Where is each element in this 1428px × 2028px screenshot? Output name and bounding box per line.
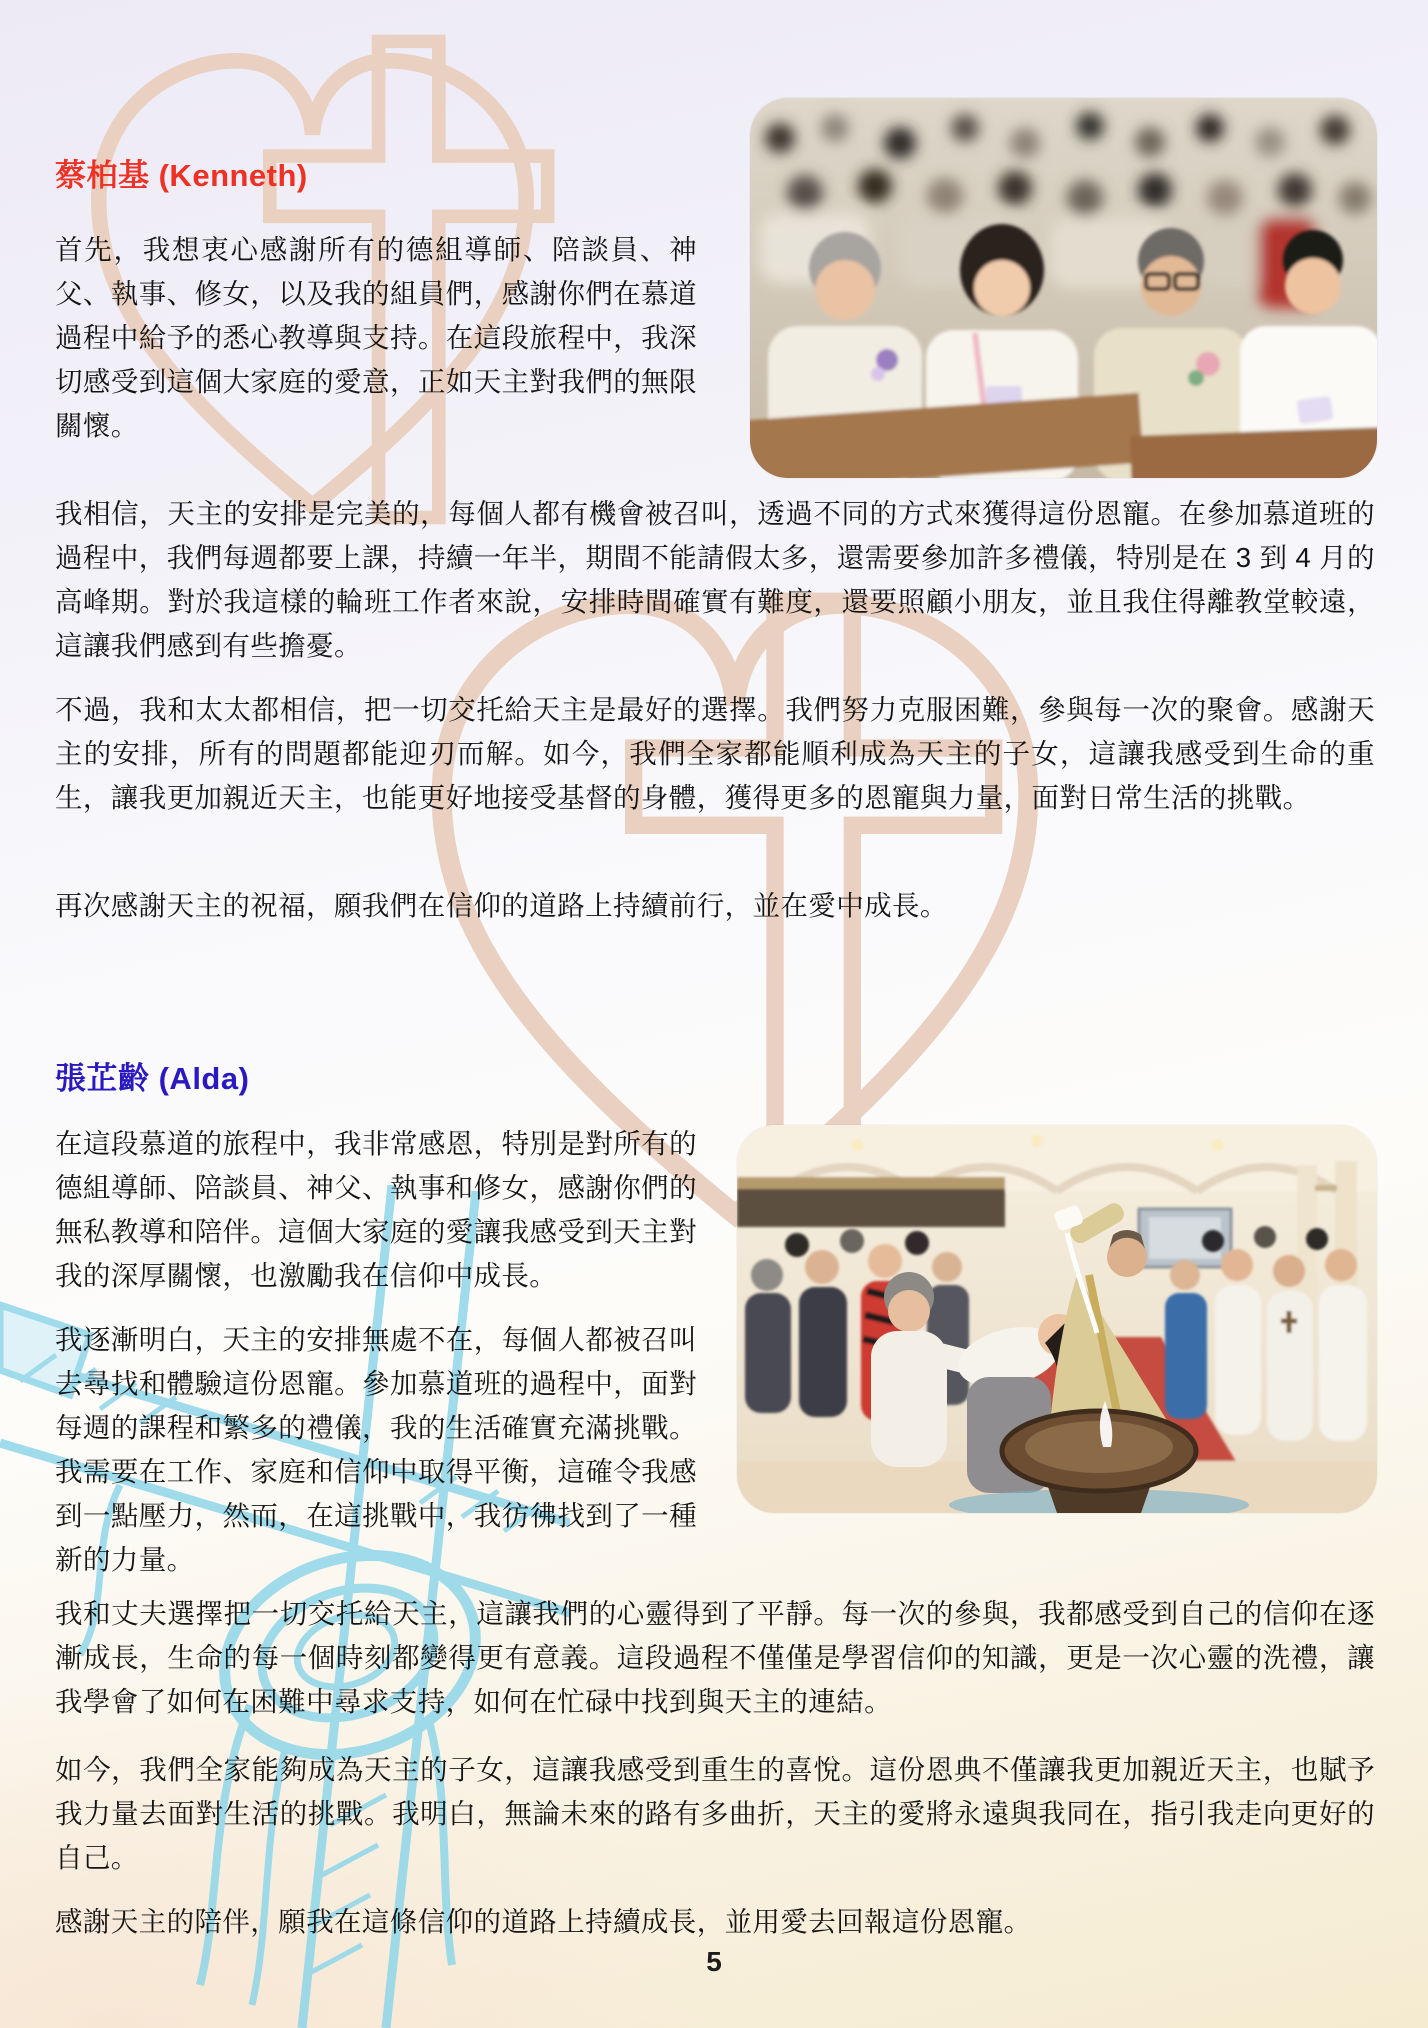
section-heading-alda: 張芷齡 (Alda) (55, 1061, 250, 1096)
kenneth-paragraph-1: 首先，我想衷心感謝所有的德組導師、陪談員、神父、執事、修女，以及我的組員們，感謝你們在慕道過程中給予的悉心教導與支持。在這段旅程中，我深切感受到這個大家庭的愛意，正如天主對我們的無限關懷。 (55, 234, 697, 441)
alda-paragraph-5: 感謝天主的陪伴，願我在這條信仰的道路上持續成長，並用愛去回報這份恩寵。 (55, 1906, 1032, 1937)
alda-paragraph-2: 我逐漸明白，天主的安排無處不在，每個人都被召叫去尋找和體驗這份恩寵。參加慕道班的過程中，面對每週的課程和繁多的禮儀，我的生活確實充滿挑戰。我需要在工作、家庭和信仰中取得平衡，這確令我感到一點壓力，然而，在這挑戰中，我彷彿找到了一種新的力量。 (55, 1324, 697, 1575)
baptism-photo (737, 1125, 1377, 1513)
page-number: 5 (706, 1946, 722, 1977)
kenneth-paragraph-3: 不過，我和太太都相信，把一切交托給天主是最好的選擇。我們努力克服困難，參與每一次的聚會。感謝天主的安排，所有的問題都能迎刃而解。如今，我們全家都能順利成為天主的子女，這讓我感受到生命的重生，讓我更加親近天主，也能更好地接受基督的身體，獲得更多的恩寵與力量，面對日常生活的挑戰。 (55, 694, 1375, 813)
kenneth-paragraph-4: 再次感謝天主的祝福，願我們在信仰的道路上持續前行，並在愛中成長。 (55, 890, 948, 921)
congregation-photo (750, 98, 1377, 478)
alda-paragraph-3: 我和丈夫選擇把一切交托給天主，這讓我們的心靈得到了平靜。每一次的參與，我都感受到自己的信仰在逐漸成長，生命的每一個時刻都變得更有意義。這段過程不僅僅是學習信仰的知識，更是一次心靈的洗禮，讓我學會了如何在困難中尋求支持，如何在忙碌中找到與天主的連結。 (55, 1598, 1375, 1717)
kenneth-paragraph-2: 我相信，天主的安排是完美的，每個人都有機會被召叫，透過不同的方式來獲得這份恩寵。在參加慕道班的過程中，我們每週都要上課，持續一年半，期間不能請假太多，還需要參加許多禮儀，特別是在 3 到 4 月的高峰期。對於我這樣的輪班工作者來說，安排時間確實有難度，還要照顧小朋友，並且我住得離教堂較遠，這讓我們感到有些擔憂。 (55, 498, 1375, 661)
alda-paragraph-4: 如今，我們全家能夠成為天主的子女，這讓我感受到重生的喜悅。這份恩典不僅讓我更加親近天主，也賦予我力量去面對生活的挑戰。我明白，無論未來的路有多曲折，天主的愛將永遠與我同在，指引我走向更好的自己。 (55, 1754, 1375, 1873)
alda-paragraph-1: 在這段慕道的旅程中，我非常感恩，特別是對所有的德組導師、陪談員、神父、執事和修女，感謝你們的無私教導和陪伴。這個大家庭的愛讓我感受到天主對我的深厚關懷，也激勵我在信仰中成長。 (55, 1128, 697, 1291)
section-heading-kenneth: 蔡柏基 (Kenneth) (55, 158, 308, 193)
